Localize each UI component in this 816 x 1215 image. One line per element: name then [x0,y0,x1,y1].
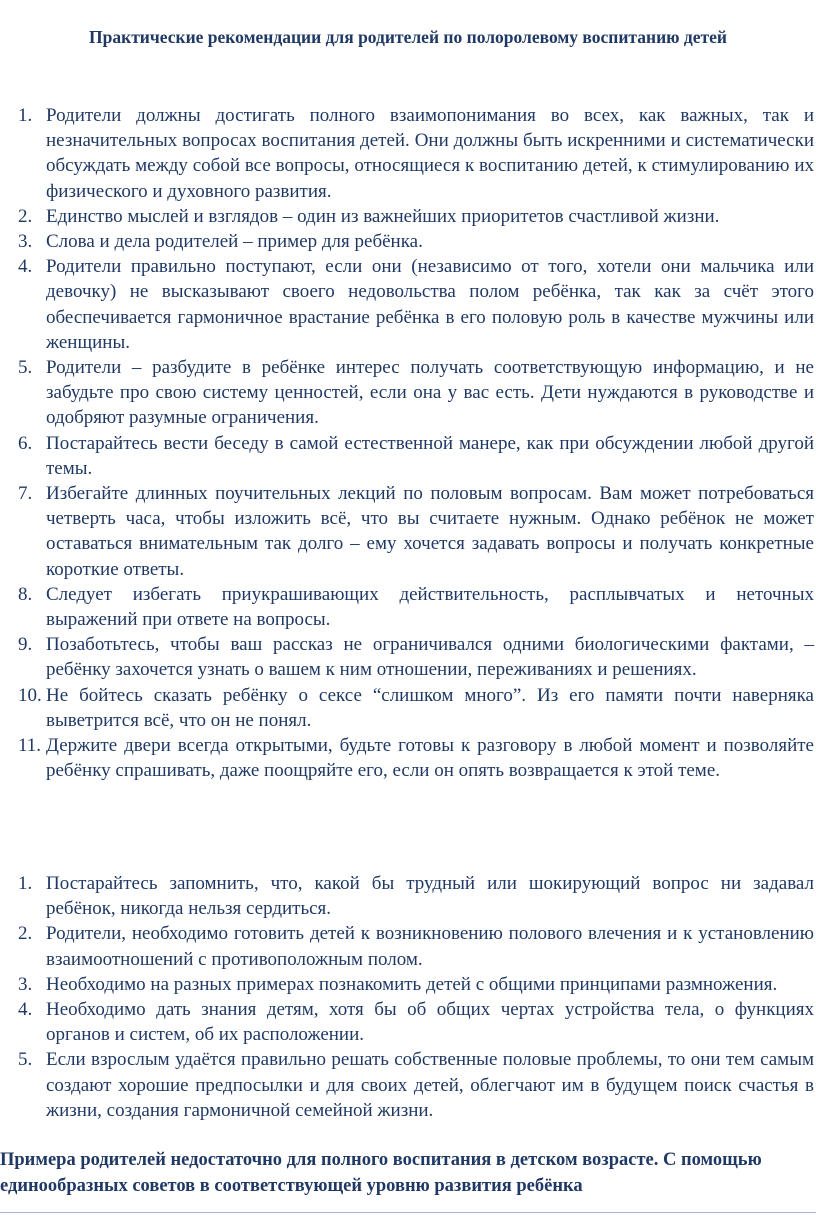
item-text: Постарайтесь запомнить, что, какой бы трудный или шокирующий вопрос ни задавал ребёнок, никогда нельзя сердиться. [46,873,814,920]
item-text: Родители правильно поступают, если они (независимо от того, хотели они мальчика или девочку) не высказывают своего недовольства полом ребёнка, так как за счёт этого обеспечивается гармоничное врастание ребёнка в его половую роль в качестве мужчины или женщины. [46,256,814,353]
list-item [0,431,814,481]
list-item [0,632,814,682]
list-item [0,481,814,582]
list-item [0,582,814,632]
list-item [0,103,814,204]
list-item [0,972,814,997]
item-text: Постарайтесь вести беседу в самой естественной манере, как при обсуждении любой другой темы. [46,432,814,479]
item-number: 5. [18,357,33,379]
item-text: Если взрослым удаётся правильно решать собственные половые проблемы, то они тем самым создают хорошие предпосылки и для своих детей, облегчают им в будущем поиск счастья в жизни, создания гармоничной семейной жизни. [46,1049,814,1121]
item-number: 3. [18,231,33,253]
item-number: 6. [18,432,33,454]
page-bottom-divider [0,1212,816,1213]
item-number: 4. [18,999,33,1021]
list-item [0,921,814,971]
list-item [0,229,814,254]
item-text: Позаботьтесь, чтобы ваш рассказ не ограничивался одними биологическими фактами, – ребёнку захочется узнать о вашем к ним отношении, переживаниях и решениях. [46,634,814,681]
page-title: Практические рекомендации для родителей по полоролевому воспитанию детей [89,27,727,47]
item-number: 1. [18,873,33,894]
item-number: 2. [18,923,33,945]
item-number: 1. [18,105,33,126]
list-item [0,997,814,1047]
list-item [0,1047,814,1123]
item-number: 7. [18,483,33,505]
item-number: 11. [18,735,42,757]
item-text: Следует избегать приукрашивающих действительность, расплывчатых и неточных выражений при ответе на вопросы. [46,583,814,631]
recommendations-list-2 [0,871,814,1123]
item-text: Необходимо дать знания детям, хотя бы об общих чертах устройства тела, о функциях органов и систем, об их расположении. [46,999,814,1046]
item-text: Не бойтесь сказать ребёнку о сексе “слишком много”. Из его памяти почти наверняка выветрится всё, что он не понял. [46,684,814,731]
list-item [0,871,814,921]
item-text: Родители должны достигать полного взаимопонимания во всех, как важных, так и незначительных вопросах воспитания детей. Они должны быть искренними и систематически обсуждать между собой все вопросы, относящиеся к воспитанию детей, к стимулированию их физического и духовного развития. [46,105,814,202]
item-number: 9. [18,634,33,656]
item-text: Избегайте длинных поучительных лекций по половым вопросам. Вам может потребоваться четверть часа, чтобы изложить всё, что вы считаете нужным. Однако ребёнок не может оставаться внимательным так долго – ему хочется задавать вопросы и получать конкретные короткие ответы. [46,483,814,580]
item-text: Единство мыслей и взглядов – один из важнейших приоритетов счастливой жизни. [46,205,720,227]
item-number: 8. [18,583,33,605]
item-number: 3. [18,973,33,995]
closing-paragraph: Примера родителей недостаточно для полного воспитания в детском возрасте. С помощью единообразных советов в соответствующей уровню развития ребёнка [0,1150,762,1196]
list-item [0,683,814,733]
list-item [0,733,814,783]
item-number: 10. [18,684,42,706]
item-text: Родители – разбудите в ребёнке интерес получать соответствующую информацию, и не забудьте про свою систему ценностей, если она у вас есть. Дети нуждаются в руководстве и одобряют разумные ограничения. [46,357,814,429]
list-item [0,204,814,229]
item-text: Родители, необходимо готовить детей к возникновению полового влечения и к установлению взаимоотношений с противоположным полом. [46,923,814,970]
item-text: Необходимо на разных примерах познакомить детей с общими принципами размножения. [46,973,778,995]
list-item [0,355,814,431]
item-text: Слова и дела родителей – пример для ребёнка. [46,231,423,253]
recommendations-list-1 [0,103,814,783]
item-number: 4. [18,256,33,278]
item-number: 5. [18,1049,33,1071]
item-number: 2. [18,205,33,227]
list-item [0,254,814,355]
item-text: Держите двери всегда открытыми, будьте готовы к разговору в любой момент и позволяйте ребёнку спрашивать, даже поощряйте его, если он опять возвращается к этой теме. [46,735,814,782]
